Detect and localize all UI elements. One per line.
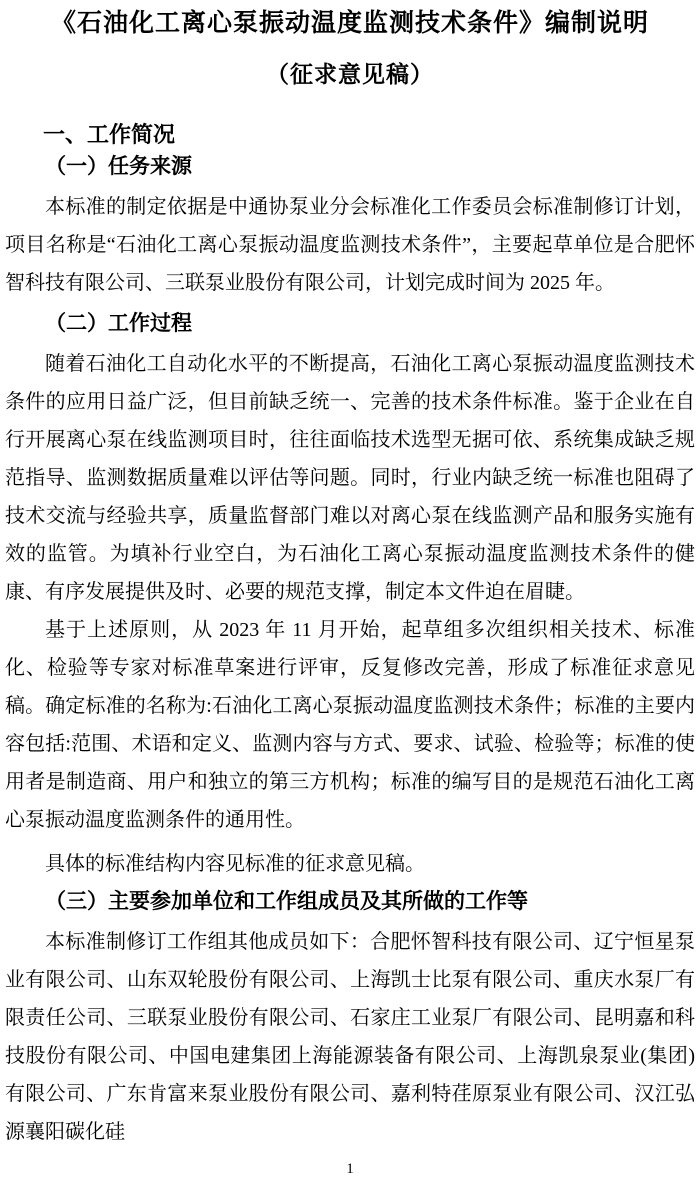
paragraph-work-process-structure-note: 具体的标准结构内容见标准的征求意见稿。	[45, 853, 425, 875]
paragraph-working-group-members: 本标准制修订工作组其他成员如下：合肥怀智科技有限公司、辽宁恒星泵业有限公司、山东双轮股份有限公司、上海凯士比泵有限公司、重庆水泵厂有限责任公司、三联泵业股份有限公司、石家庄工业泵厂有限公司、昆明嘉和科技股份有限公司、中国电建集团上海能源装备有限公司、上海凯泉泵业(集团)有限公司、广东肯富来泵业股份有限公司、嘉利特荏原泵业有限公司、汉江弘源襄阳碳化硅	[5, 931, 695, 1143]
subsection-heading-participating-units: （三）主要参加单位和工作组成员及其所做的工作等	[45, 890, 528, 913]
paragraph-work-process-drafting: 基于上述原则，从 2023 年 11 月开始，起草组多次组织相关技术、标准化、检验等专家对标准草案进行评审，反复修改完善，形成了标准征求意见稿。确定标准的名称为:石油化工离心泵振动温度监测技术条件；标准的主要内容包括:范围、术语和定义、监测内容与方式、要求、试验、检验等；标准的使用者是制造商、用户和独立的第三方机构；标准的编写目的是规范石油化工离心泵振动温度监测条件的通用性。	[5, 619, 695, 831]
section-heading-work-overview: 一、工作简况	[43, 122, 176, 147]
document-subtitle: （征求意见稿）	[266, 61, 434, 87]
subsection-heading-work-process: （二）工作过程	[45, 312, 192, 335]
subsection-heading-task-source: （一）任务来源	[45, 155, 192, 178]
paragraph-work-process-background: 随着石油化工自动化水平的不断提高，石油化工离心泵振动温度监测技术条件的应用日益广泛，但目前缺乏统一、完善的技术条件标准。鉴于企业在自行开展离心泵在线监测项目时，往往面临技术选型无据可依、系统集成缺乏规范指导、监测数据质量难以评估等问题。同时，行业内缺乏统一标准也阻碍了技术交流与经验共享，质量监督部门难以对离心泵在线监测产品和服务实施有效的监管。为填补行业空白，为石油化工离心泵振动温度监测技术条件的健康、有序发展提供及时、必要的规范支撑，制定本文件迫在眉睫。	[5, 353, 695, 603]
paragraph-task-source: 本标准的制定依据是中通协泵业分会标准化工作委员会标准制修订计划，项目名称是“石油化工离心泵振动温度监测技术条件”，主要起草单位是合肥怀智科技有限公司、三联泵业股份有限公司，计划完成时间为 2025 年。	[5, 196, 695, 294]
page-number: 1	[346, 1161, 354, 1177]
document-title: 《石油化工离心泵振动温度监测技术条件》编制说明	[50, 9, 649, 37]
